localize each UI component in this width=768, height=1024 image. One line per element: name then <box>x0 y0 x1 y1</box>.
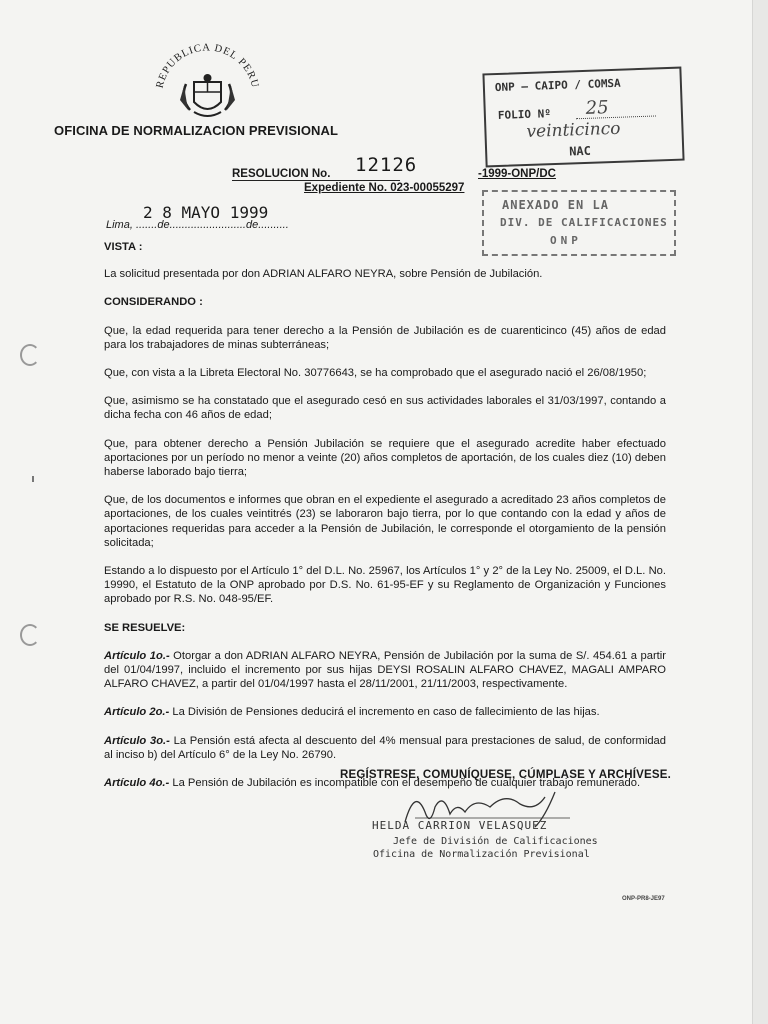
articulo-1 <box>104 649 666 692</box>
stamp-folio-label: FOLIO Nº <box>497 107 552 122</box>
stamp-folio-number: 25 <box>585 97 609 119</box>
considerando-heading: CONSIDERANDO : <box>104 296 203 309</box>
considerando-paragraph: Que, de los documentos e informes que obran en el expediente el asegurado a acreditado 23 años completos de aportaciones, de los cuales veintitrés (23) se laboraron bajo tierra, por lo que contando con la edad y años de aportaciones requeridas para acceder a la Pensión de Jubilación, le corresponde el otorgamiento de la pensión solicitada; <box>104 494 666 549</box>
considerando-paragraph: Que, para obtener derecho a Pensión Jubilación se requiere que el asegurado acredite haber efectuado aportaciones por un período no menor a veinte (20) años completos de aportación, de los cuales diez (10) deben haberse laborado bajo tierra; <box>104 437 666 479</box>
stamp-onp-line: ONP – CAIPO / COMSA <box>494 76 621 95</box>
date-stamp: 2 8 MAYO 1999 <box>143 203 269 222</box>
punch-hole-mark <box>20 344 40 366</box>
organization-title: OFICINA DE NORMALIZACION PREVISIONAL <box>54 123 339 138</box>
articulo-label: Artículo 4o.- <box>104 777 170 790</box>
articulo-3 <box>104 734 666 762</box>
peru-coat-of-arms-seal <box>150 40 265 125</box>
stamp-folio-words: veinticinco <box>526 118 621 142</box>
signer-office: Oficina de Normalización Previsional <box>373 849 590 860</box>
stamp-nac: NAC <box>568 143 592 159</box>
expediente-number: Expediente No. 023-00055297 <box>304 182 465 194</box>
resolution-number: 12126 <box>355 154 418 176</box>
vista-heading: VISTA : <box>104 241 143 253</box>
resolution-body <box>104 240 666 790</box>
considerando-paragraph: Que, la edad requerida para tener derecho a la Pensión de Jubilación es de cuarenticinco (45) años de edad para los trabajadores de minas subterráneas; <box>104 324 666 351</box>
signer-title: Jefe de División de Calificaciones <box>393 836 598 847</box>
page-edge <box>752 0 768 1024</box>
considerando-paragraph: Estando a lo dispuesto por el Artículo 1° del D.L. No. 25967, los Artículos 1° y 2° de la Ley No. 25009, el D.L. No. 19990, el Estatuto de la ONP aprobado por D.S. No. 61-95-EF y su Reglamento de Organización y Funciones aprobado por R.S. No. 048-95/EF. <box>104 565 666 606</box>
closing-formula: REGÍSTRESE, COMUNÍQUESE, CÚMPLASE Y ARCHÍVESE. <box>340 769 672 781</box>
articulo-label: Artículo 1o.- <box>104 649 170 662</box>
articulo-text: La Pensión de Jubilación es incompatible con el desempeño de cualquier trabajo remunerado. <box>169 777 641 790</box>
articulo-label: Artículo 2o.- <box>104 706 170 719</box>
resolution-suffix: -1999-ONP/DC <box>478 168 556 180</box>
anexado-line-3: ONP <box>550 234 582 247</box>
scan-mark <box>32 476 34 482</box>
articulo-text: La Pensión está afecta al descuento del 4% mensual para prestaciones de salud, de conformidad al inciso b) del Artículo 6° de la Ley No. 26790. <box>104 734 666 761</box>
anexado-line-1: ANEXADO EN LA <box>502 198 609 212</box>
resolution-label: RESOLUCION No. <box>232 168 400 181</box>
resuelve-heading: SE RESUELVE: <box>104 621 186 634</box>
form-code: ONP-PR8-JE97 <box>622 896 665 902</box>
articulo-label: Artículo 3o.- <box>104 734 170 747</box>
articulo-2 <box>104 705 666 719</box>
punch-hole-mark <box>20 624 40 646</box>
considerando-paragraph: Que, asimismo se ha constatado que el asegurado cesó en sus actividades laborales el 31/03/1997, contando a dicha fecha con 46 años de edad; <box>104 395 666 422</box>
considerando-paragraph: Que, con vista a la Libreta Electoral No. 30776643, se ha comprobado que el asegurado nació el 26/08/1950; <box>104 367 647 380</box>
onp-folio-stamp <box>482 67 684 168</box>
signer-name: HELDA CARRION VELASQUEZ <box>372 819 548 832</box>
anexado-line-2: DIV. DE CALIFICACIONES <box>500 216 668 229</box>
vista-text: La solicitud presentada por don ADRIAN ALFARO NEYRA, sobre Pensión de Jubilación. <box>104 268 543 281</box>
articulo-text: La División de Pensiones deducirá el incremento en caso de fallecimiento de las hijas. <box>169 706 600 719</box>
articulo-text: Otorgar a don ADRIAN ALFARO NEYRA, Pensión de Jubilación por la suma de S/. 454.61 a partir del 01/04/1997, incluido el incremento por sus hijas DEYSI ROSALIN ALFARO CHAVEZ, MAGALI AMPARO ALFARO CHAVEZ, a partir del 01/04/1997 hasta el 28/11/2001, 21/11/2003, respectivamente. <box>104 649 666 691</box>
lima-date-line: Lima, .......de.........................de.......... <box>106 219 289 231</box>
seal-text: REPUBLICA DEL PERU <box>154 42 261 90</box>
